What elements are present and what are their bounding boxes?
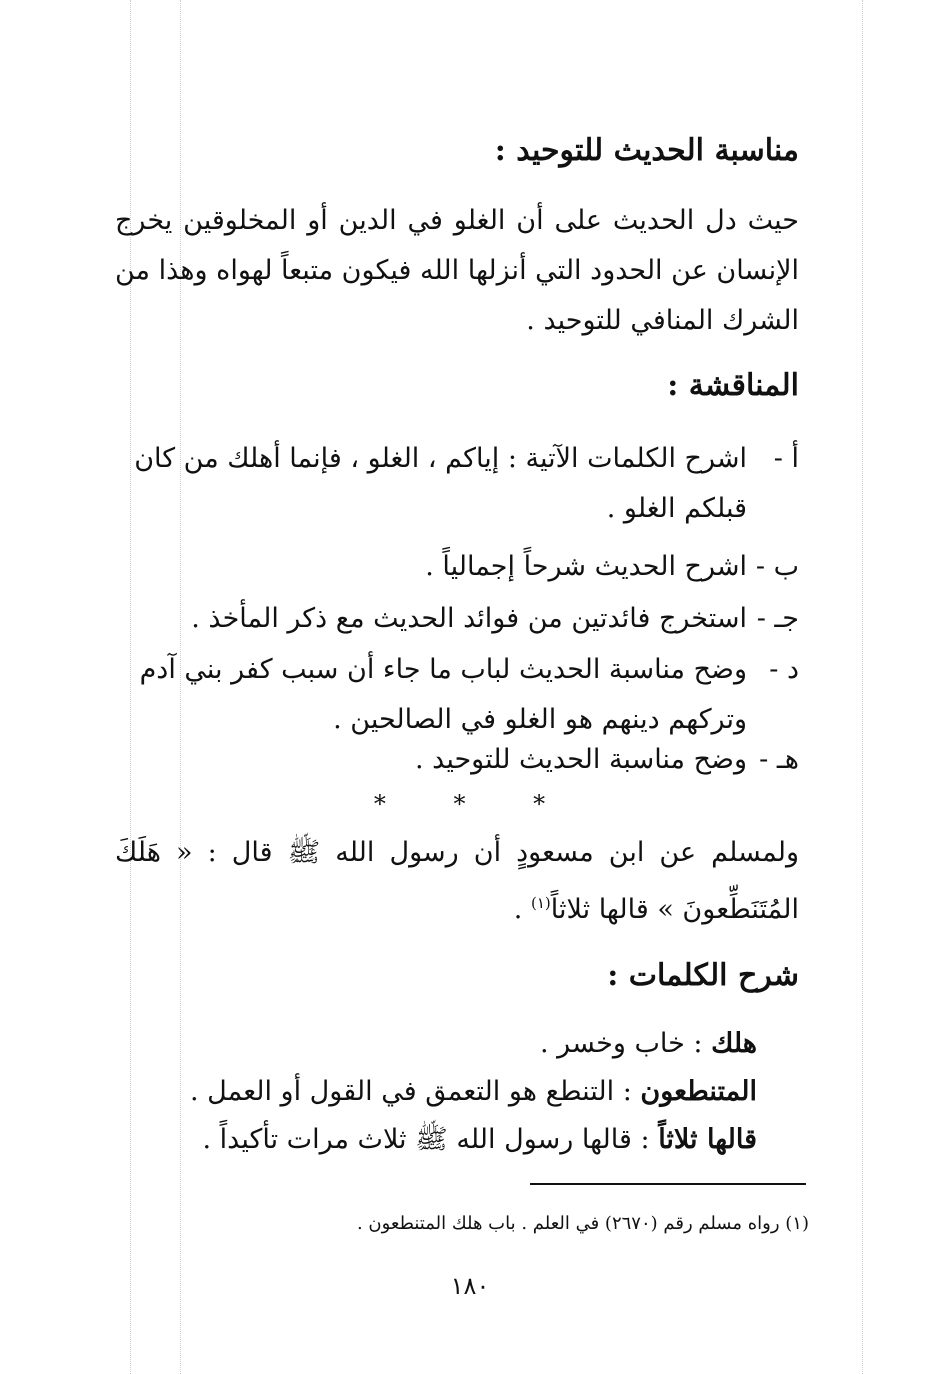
footnote-divider: [530, 1183, 806, 1185]
question-mark: د -: [769, 654, 799, 685]
definition-item: [115, 1116, 757, 1164]
definition-text: التنطع هو التعمق في القول أو العمل .: [190, 1076, 615, 1107]
section-heading-discussion: المناقشة :: [667, 368, 799, 403]
question-item-e: [115, 735, 799, 785]
question-item-a: [115, 434, 799, 534]
question-mark: أ -: [773, 443, 799, 474]
page-number: ١٨٠: [450, 1272, 490, 1300]
definition-separator: :: [614, 1076, 641, 1107]
definition-item: [115, 1068, 757, 1116]
definition-separator: :: [684, 1028, 712, 1059]
footnote-reference: (١): [530, 894, 551, 912]
definition-term: هلك: [711, 1028, 757, 1059]
definition-text: قالها رسول الله ﷺ ثلاث مرات تأكيداً .: [202, 1124, 632, 1155]
question-item-d: [115, 645, 799, 745]
question-text: وضح مناسبة الحديث للتوحيد .: [414, 744, 747, 775]
definition-separator: :: [631, 1124, 659, 1155]
section-separator: * * *: [373, 790, 576, 818]
question-item-b: [115, 542, 799, 592]
definition-term: المتنطعون: [640, 1076, 757, 1107]
hadith-text: ولمسلم عن ابن مسعودٍ أن رسول الله ﷺ قال : « هَلَكَ المُتَنَطِّعونَ » قالها ثلاثاً: [115, 837, 799, 925]
definitions-list: [115, 1020, 757, 1164]
question-text: وضح مناسبة الحديث لباب ما جاء أن سبب كفر بني آدم وتركهم دينهم هو الغلو في الصالحين .: [139, 654, 747, 735]
definition-term: قالها ثلاثاً: [658, 1124, 757, 1155]
definition-text: خاب وخسر .: [540, 1028, 685, 1059]
footnote: (١) رواه مسلم رقم (٢٦٧٠) في العلم . باب هلك المتنطعون .: [356, 1213, 809, 1234]
relevance-paragraph: حيث دل الحديث على أن الغلو في الدين أو المخلوقين يخرج الإنسان عن الحدود التي أنزلها الله فيكون متبعاً لهواه وهذا من الشرك المنافي للتوحيد .: [115, 205, 799, 336]
question-text: اشرح الكلمات الآتية : إياكم ، الغلو ، فإنما أهلك من كان قبلكم الغلو .: [134, 443, 747, 524]
scan-artifact-line: [862, 0, 863, 1374]
hadith-end: .: [513, 894, 531, 925]
definition-item: [115, 1020, 757, 1068]
question-mark: جـ -: [756, 603, 799, 634]
question-text: اشرح الحديث شرحاً إجمالياً .: [425, 551, 747, 582]
hadith-paragraph: [115, 828, 799, 935]
section-heading-relevance: مناسبة الحديث للتوحيد :: [494, 133, 799, 168]
question-mark: هـ -: [759, 744, 799, 775]
question-text: استخرج فائدتين من فوائد الحديث مع ذكر المأخذ .: [191, 603, 747, 634]
question-item-c: [115, 594, 799, 644]
question-mark: ب -: [755, 551, 799, 582]
section-heading-word-explanations: شرح الكلمات :: [607, 958, 799, 993]
